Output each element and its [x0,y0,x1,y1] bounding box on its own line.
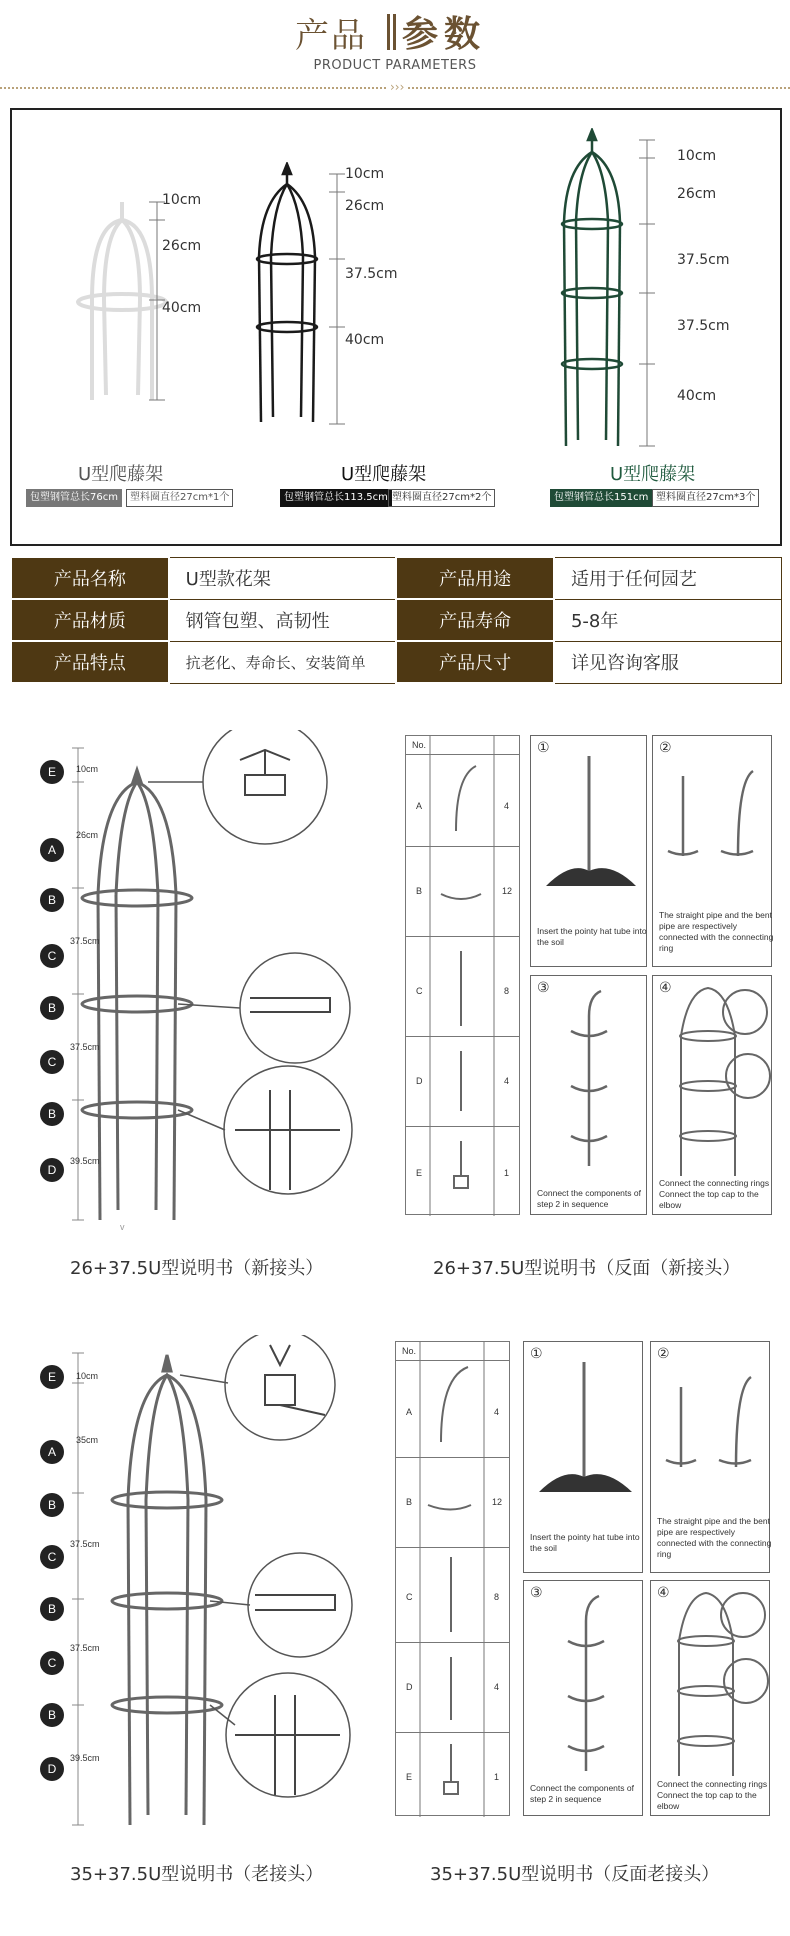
step-text: Connect the components of step 2 in sequence [537,1188,641,1209]
part-id: D [406,1682,413,1692]
dimension-label: 37.5cm [70,1643,100,1653]
product-tag-ring: 塑料圈直径27cm*3个 [652,489,759,507]
dimension-label: 10cm [162,192,202,208]
parts-table [395,1341,510,1816]
step-panel [650,1580,770,1816]
part-badge: B [40,1597,64,1621]
part-qty: 4 [494,1407,500,1417]
part-id: A [416,801,423,811]
manual-section-2 [0,1335,790,1935]
product-tag-length: 包塑钢管总长113.5cm [280,489,392,507]
step-panel [523,1341,643,1573]
part-qty: 4 [504,1076,510,1086]
product-tag-ring: 塑料圈直径27cm*2个 [388,489,495,507]
part-badge: D [40,1757,64,1781]
param-value: U型款花架 [169,557,397,599]
dimension-label: 40cm [345,332,385,348]
part-qty: 4 [494,1682,500,1692]
product-name: U型爬藤架 [341,464,427,485]
param-key: 产品用途 [396,557,554,599]
param-key: 产品名称 [11,557,169,599]
parts-table [405,735,520,1215]
small-mark: v [120,1222,125,1232]
part-badge: D [40,1158,64,1182]
manual-caption: 26+37.5U型说明书（反面（新接头） [433,1258,741,1279]
part-qty: 8 [494,1592,500,1602]
section-header [0,0,790,95]
step-text: The straight pipe and the bent pipe are respectively connected with the connecting ring [657,1516,772,1559]
step-number: ④ [657,1585,670,1601]
step-number: ③ [537,980,550,996]
product-tag-length: 包塑钢管总长151cm [550,489,652,507]
step-number: ① [530,1346,543,1362]
product-tag-ring: 塑料圈直径27cm*1个 [126,489,233,507]
param-key: 产品寿命 [396,599,554,641]
part-badge: C [40,944,64,968]
part-qty: 8 [504,986,510,996]
step-text: Connect the connecting rings Connect the top cap to the elbow [657,1779,768,1811]
part-badge: C [40,1545,64,1569]
assembly-diagram [40,730,380,1230]
param-value: 适用于任何园艺 [554,557,782,599]
part-badge: B [40,1493,64,1517]
product-name: U型爬藤架 [78,464,164,485]
dimension-label: 37.5cm [677,252,730,268]
parameter-table [10,556,782,684]
parts-header: No. [412,740,427,750]
part-badge: E [40,1365,64,1389]
dimension-label: 10cm [76,1371,99,1381]
manual-caption: 35+37.5U型说明书（反面老接头） [430,1864,720,1885]
dimension-label: 37.5cm [677,318,730,334]
step-text: Connect the components of step 2 in sequence [530,1783,634,1804]
step-panel [523,1580,643,1816]
product-name: U型爬藤架 [610,464,696,485]
param-key: 产品材质 [11,599,169,641]
dimension-ruler [627,128,667,458]
part-id: E [406,1772,413,1782]
manual-caption: 35+37.5U型说明书（老接头） [70,1864,324,1885]
part-badge: B [40,888,64,912]
product-overview-box [10,108,782,546]
part-badge: B [40,1102,64,1126]
chevron-icon: ››› [386,80,408,94]
dimension-label: 26cm [677,186,717,202]
parts-header: No. [402,1346,417,1356]
part-id: C [406,1592,413,1602]
step-text: The straight pipe and the bent pipe are respectively connected with the connecting ring [659,910,774,953]
dimension-label: 26cm [162,238,202,254]
step-number: ② [659,740,672,756]
manual-caption: 26+37.5U型说明书（新接头） [70,1258,324,1279]
part-id: A [406,1407,413,1417]
param-value: 5-8年 [554,599,782,641]
param-key: 产品尺寸 [396,641,554,683]
param-value: 钢管包塑、高韧性 [169,599,397,641]
header-divider [387,14,390,50]
table-row [11,557,782,599]
dimension-label: 10cm [76,764,99,774]
part-qty: 1 [494,1772,500,1782]
step-text: Insert the pointy hat tube into the soil [537,926,647,947]
step-panel [530,735,647,967]
product-image-tall [552,128,632,458]
step-number: ② [657,1346,670,1362]
part-badge: B [40,1703,64,1727]
part-badge: C [40,1050,64,1074]
part-id: B [406,1497,413,1507]
part-qty: 12 [492,1497,503,1507]
step-panel [652,735,772,967]
dimension-label: 39.5cm [70,1753,100,1763]
dimension-label: 10cm [677,148,717,164]
part-badge: A [40,1440,64,1464]
param-key: 产品特点 [11,641,169,683]
product-tag-length: 包塑钢管总长76cm [26,489,122,507]
part-badge: A [40,838,64,862]
dimension-label: 10cm [345,166,385,182]
header-divider [393,14,396,50]
part-id: E [416,1168,423,1178]
dimension-label: 37.5cm [70,936,100,946]
dimension-label: 26cm [345,198,385,214]
part-badge: B [40,996,64,1020]
dimension-label: 40cm [162,300,202,316]
step-text: Connect the connecting rings Connect the top cap to the elbow [659,1178,770,1210]
step-number: ① [537,740,550,756]
manual-section-1 [0,730,790,1290]
step-text: Insert the pointy hat tube into the soil [530,1532,640,1553]
dimension-label: 37.5cm [70,1042,100,1052]
part-badge: C [40,1651,64,1675]
part-badge: E [40,760,64,784]
dimension-label: 35cm [76,1435,99,1445]
part-qty: 12 [502,886,513,896]
part-qty: 4 [504,801,510,811]
param-value: 抗老化、寿命长、安装简单 [169,641,397,683]
param-value: 详见咨询客服 [554,641,782,683]
dimension-label: 39.5cm [70,1156,100,1166]
part-id: B [416,886,423,896]
dimension-label: 37.5cm [345,266,398,282]
header-title-right: 参数 [402,14,487,55]
header-title-left: 产品 [295,16,367,56]
step-panel [650,1341,770,1573]
table-row [11,641,782,683]
dimension-label: 37.5cm [70,1539,100,1549]
header-subtitle: PRODUCT PARAMETERS [313,58,477,73]
step-number: ④ [659,980,672,996]
step-number: ③ [530,1585,543,1601]
dimension-label: 26cm [76,830,99,840]
step-panel [652,975,772,1215]
part-qty: 1 [504,1168,510,1178]
part-id: C [416,986,423,996]
dimension-label: 40cm [677,388,717,404]
table-row [11,599,782,641]
step-panel [530,975,647,1215]
product-image-medium [247,162,327,432]
part-id: D [416,1076,423,1086]
